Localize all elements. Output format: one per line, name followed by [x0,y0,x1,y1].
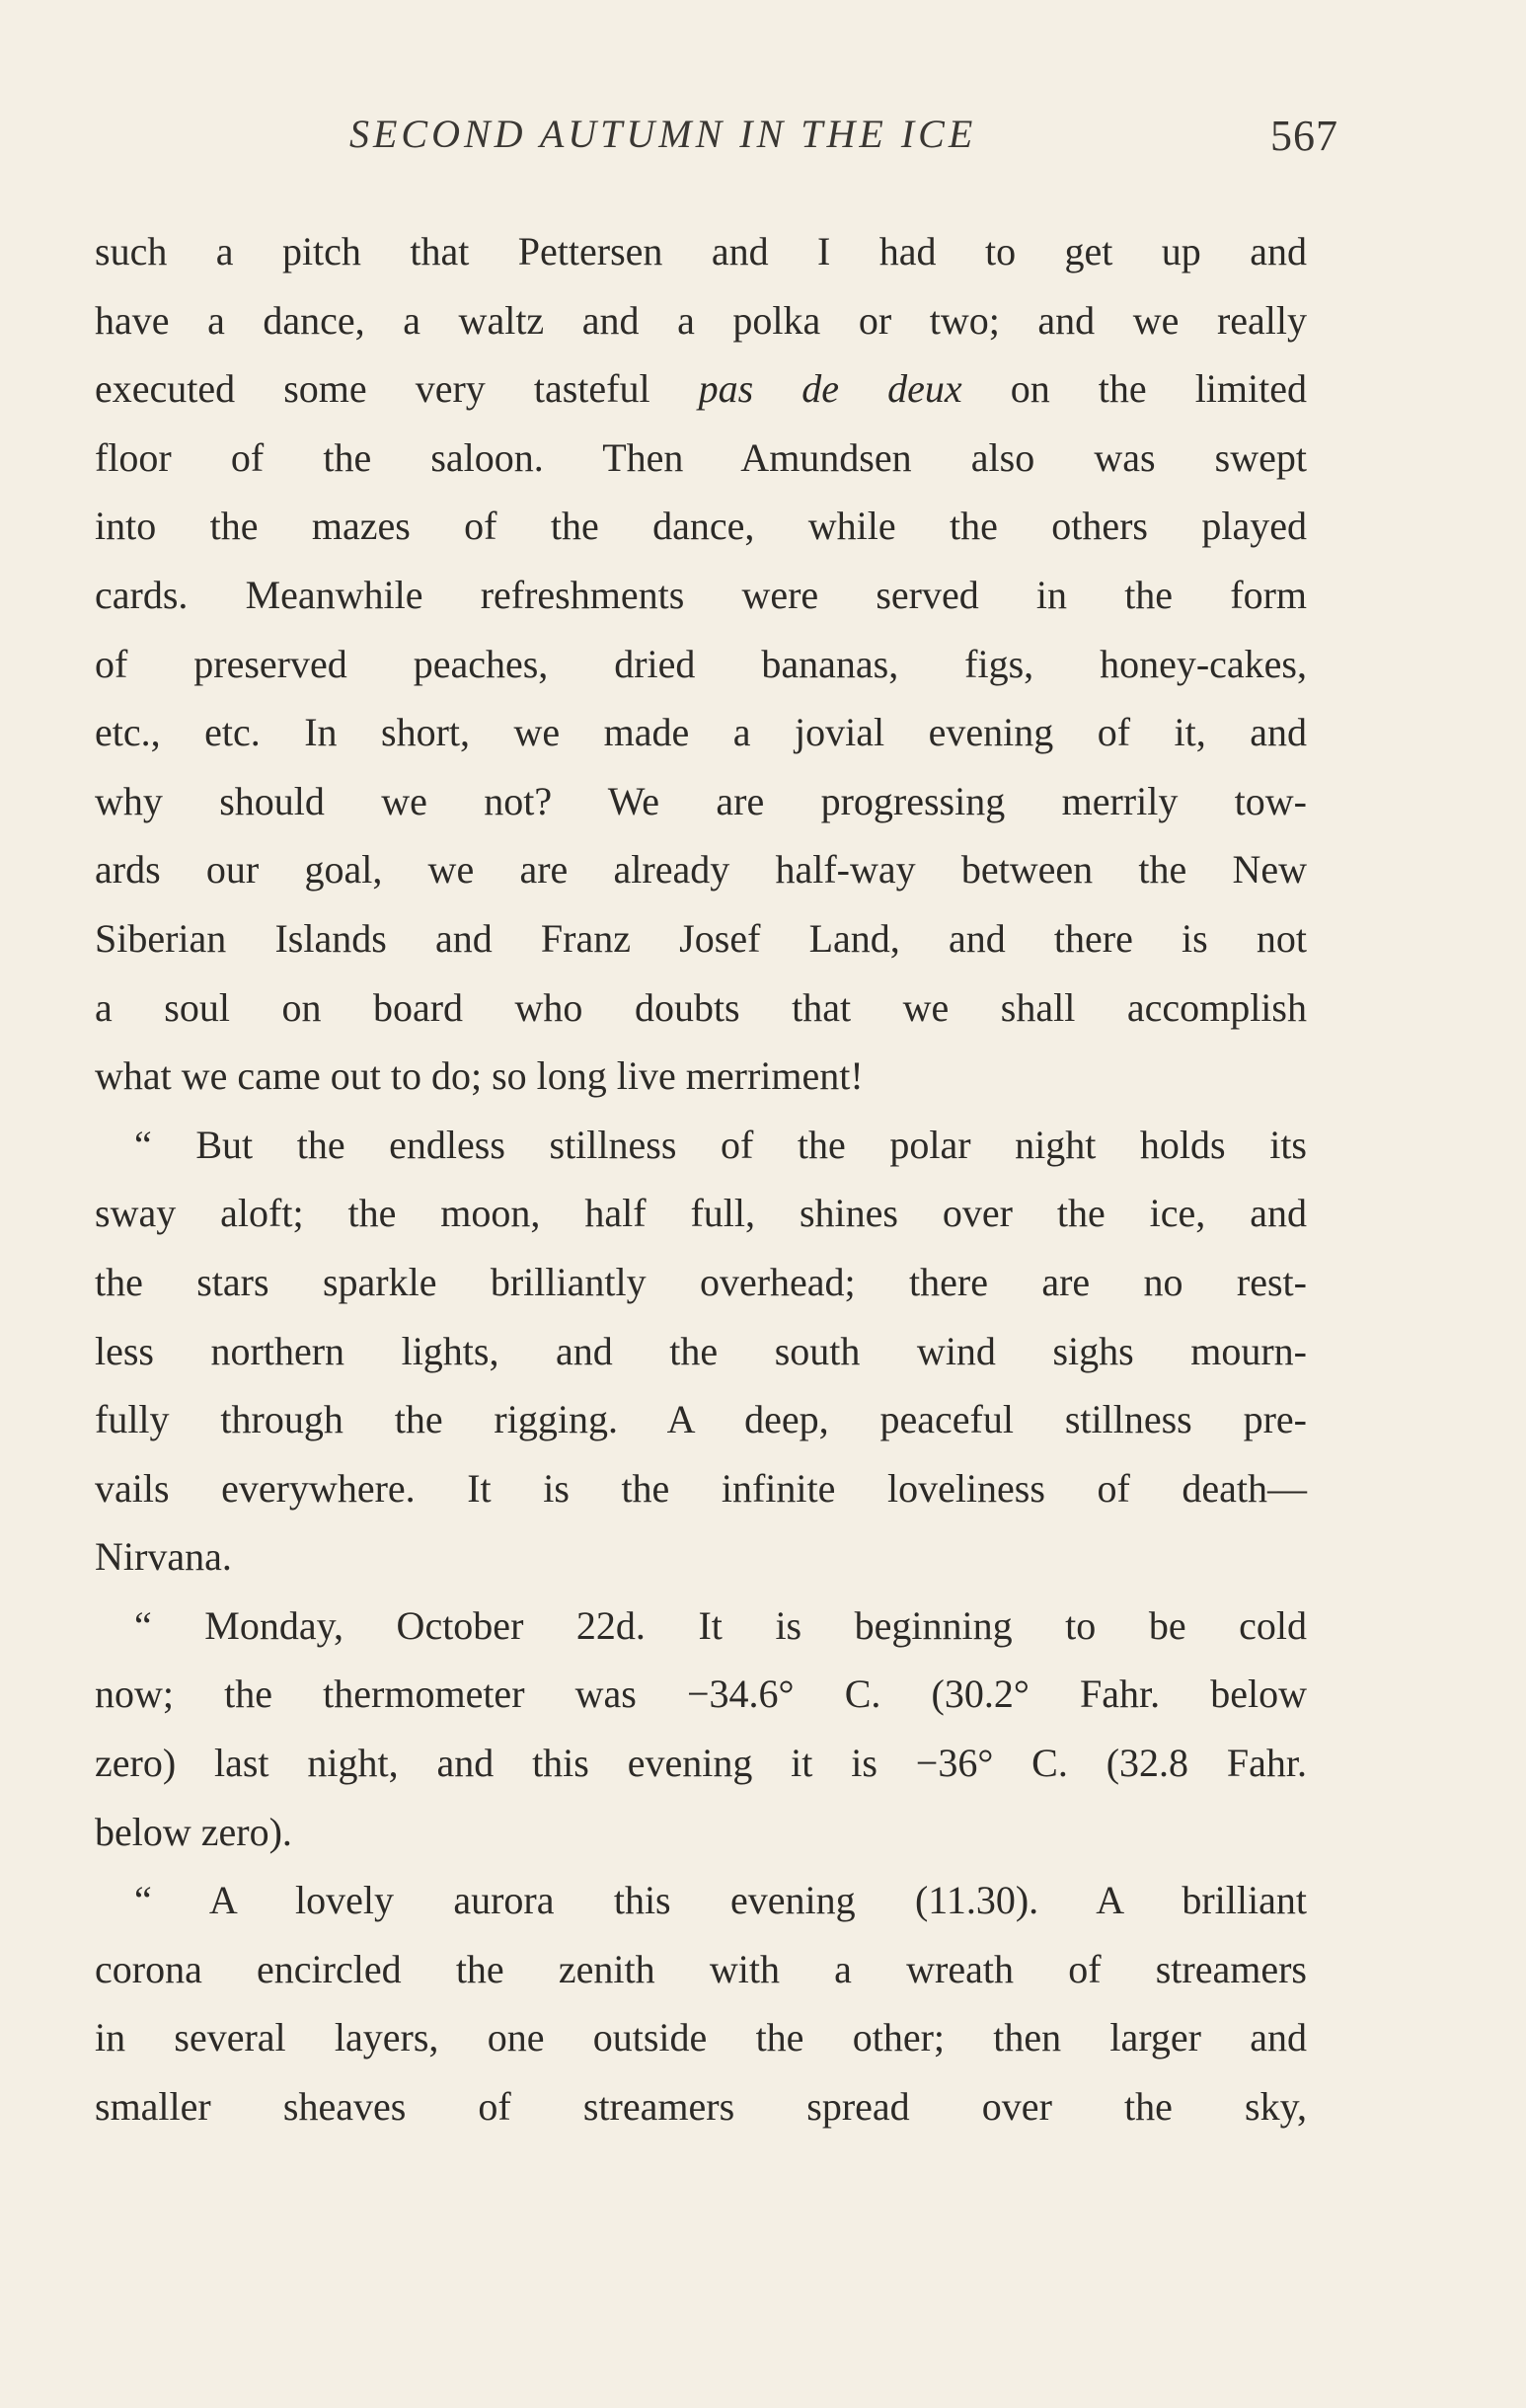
text-line: have a dance, a waltz and a polka or two; and we really [95,297,1307,343]
body-text [95,217,1307,2141]
text-line: smaller sheaves of streamers spread over the sky, [95,2084,1307,2130]
text-line: why should we not? We are progressing merrily tow- [95,778,1307,823]
text-line: “ Monday, October 22d. It is beginning to be cold [134,1602,1307,1648]
text-segment: on the limited [961,366,1308,412]
text-line: into the mazes of the dance, while the others played [95,504,1307,549]
running-head [95,111,1338,170]
text-line: a soul on board who doubts that we shall accomplish [95,984,1307,1030]
text-line: ards our goal, we are already half-way between the New [95,847,1307,893]
text-line: “ A lovely aurora this evening (11.30). A brilliant [134,1878,1307,1923]
text-line: less northern lights, and the south wind sighs mourn- [95,1328,1307,1373]
text-line: etc., etc. In short, we made a jovial evening of it, and [95,710,1307,755]
text-line: Nirvana. [95,1534,232,1580]
text-line: sway aloft; the moon, half full, shines over the ice, and [95,1191,1307,1236]
text-line: corona encircled the zenith with a wreath of streamers [95,1946,1307,1991]
text-line: what we came out to do; so long live merriment! [95,1053,864,1099]
text-line: in several layers, one outside the other; then larger and [95,2015,1307,2060]
text-line: below zero). [95,1809,292,1854]
text-line: of preserved peaches, dried bananas, figs, honey-cakes, [95,641,1307,686]
text-line: Siberian Islands and Franz Josef Land, and there is not [95,915,1307,961]
text-line: floor of the saloon. Then Amundsen also was swept [95,434,1307,480]
running-head-title: SECOND AUTUMN IN THE ICE [349,112,977,156]
text-line [95,354,1307,424]
text-segment: executed some very tasteful [95,366,699,412]
page-number: 567 [1270,112,1338,160]
text-line: such a pitch that Pettersen and I had to get up and [95,229,1307,273]
text-line: fully through the rigging. A deep, peaceful stillness pre- [95,1397,1307,1442]
text-line: cards. Meanwhile refreshments were served in the form [95,572,1307,617]
text-line: vails everywhere. It is the infinite loveliness of death— [95,1465,1307,1511]
text-line: the stars sparkle brilliantly overhead; there are no rest- [95,1259,1307,1304]
text-line: “ But the endless stillness of the polar night holds its [134,1122,1307,1167]
text-line: now; the thermometer was −34.6° C. (30.2° Fahr. below [95,1671,1307,1717]
italic-phrase: pas de deux [698,366,962,412]
text-line: zero) last night, and this evening it is −36° C. (32.8 Fahr. [95,1741,1307,1786]
